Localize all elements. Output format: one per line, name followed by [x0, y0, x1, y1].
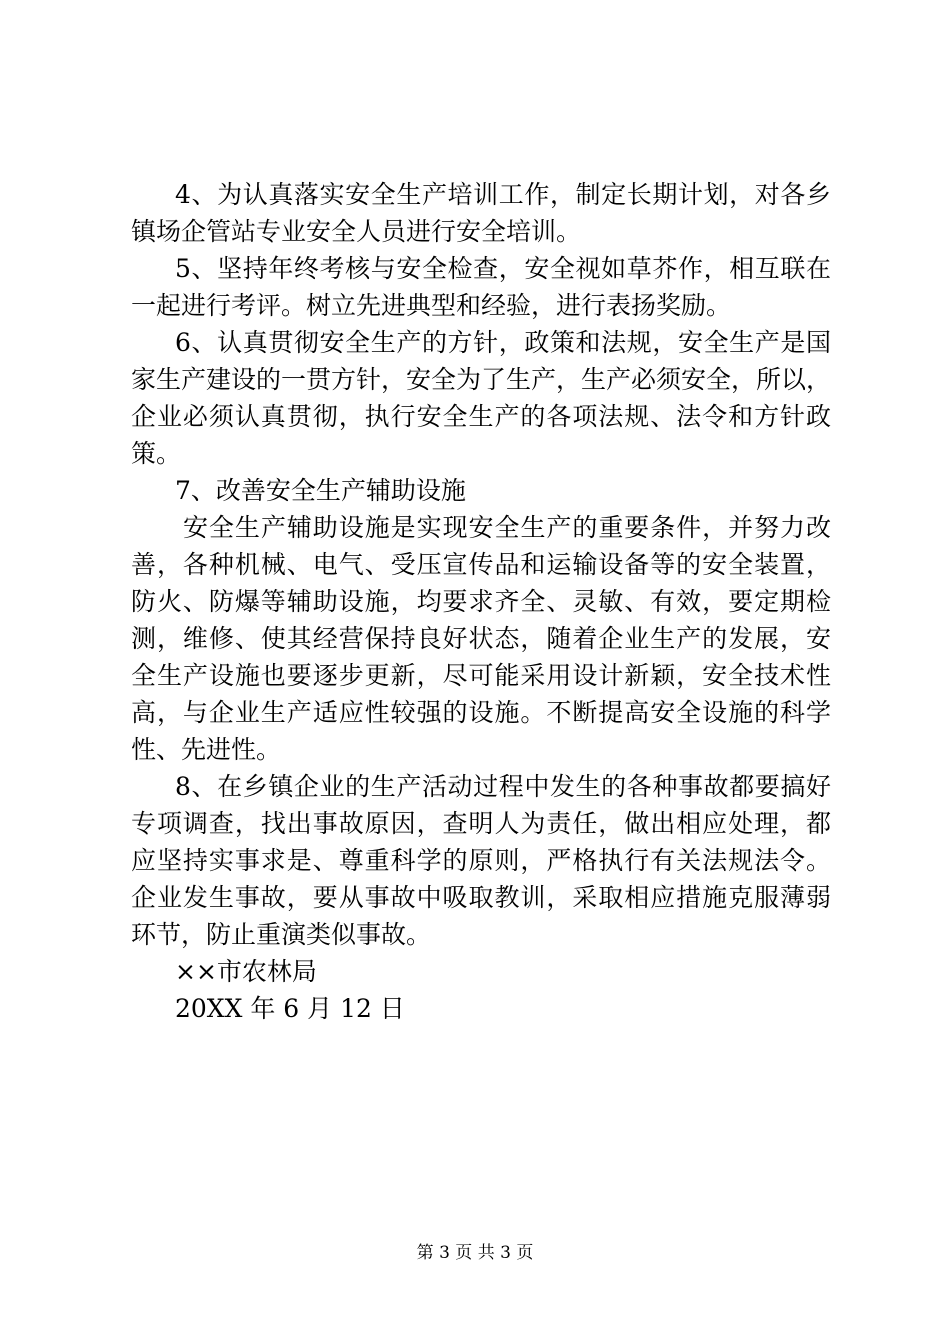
paragraph-8-line-2: 专项调查，找出事故原因，查明人为责任，做出相应处理，都	[131, 809, 831, 838]
paragraph-8-line-5: 环节，防止重演类似事故。	[131, 920, 432, 949]
page-number-footer: 第 3 页 共 3 页	[416, 1243, 534, 1263]
paragraph-7-line-1: 安全生产辅助设施是实现安全生产的重要条件，并努力改	[183, 513, 831, 542]
paragraph-8-line-3: 应坚持实事求是、尊重科学的原则，严格执行有关法规法令。	[131, 846, 831, 875]
paragraph-5-line-1: 5、坚持年终考核与安全检查，安全视如草芥作，相互联在	[175, 254, 831, 283]
paragraph-4-line-2: 镇场企管站专业安全人员进行安全培训。	[131, 217, 582, 246]
paragraph-6-line-4: 策。	[131, 439, 182, 468]
paragraph-5-line-2: 一起进行考评。树立先进典型和经验，进行表扬奖励。	[131, 291, 732, 320]
paragraph-6-line-2: 家生产建设的一贯方针，安全为了生产，生产必须安全，所以，	[131, 365, 832, 394]
paragraph-8-line-1: 8、在乡镇企业的生产活动过程中发生的各种事故都要搞好	[175, 772, 831, 801]
paragraph-7-line-6: 高，与企业生产适应性较强的设施。不断提高安全设施的科学	[131, 698, 831, 727]
paragraph-7-line-3: 防火、防爆等辅助设施，均要求齐全、灵敏、有效，要定期检	[131, 587, 831, 616]
section-7-heading: 7、改善安全生产辅助设施	[175, 476, 466, 505]
paragraph-7-line-5: 全生产设施也要逐步更新，尽可能采用设计新颖，安全技术性	[131, 661, 831, 690]
paragraph-6-line-3: 企业必须认真贯彻，执行安全生产的各项法规、法令和方针政	[131, 402, 831, 431]
signature-date: 20XX 年 6 月 12 日	[175, 994, 405, 1023]
document-body	[131, 176, 831, 1027]
signature-organization: ××市农林局	[175, 957, 317, 986]
paragraph-7-line-4: 测，维修、使其经营保持良好状态，随着企业生产的发展，安	[131, 624, 831, 653]
paragraph-4-line-1: 4、为认真落实安全生产培训工作，制定长期计划，对各乡	[175, 180, 831, 209]
paragraph-6-line-1: 6、认真贯彻安全生产的方针，政策和法规，安全生产是国	[175, 328, 831, 357]
paragraph-7-line-7: 性、先进性。	[131, 735, 282, 764]
paragraph-8-line-4: 企业发生事故，要从事故中吸取教训，采取相应措施克服薄弱	[131, 883, 831, 912]
paragraph-7-line-2: 善，各种机械、电气、受压宣传品和运输设备等的安全装置，	[131, 550, 831, 579]
